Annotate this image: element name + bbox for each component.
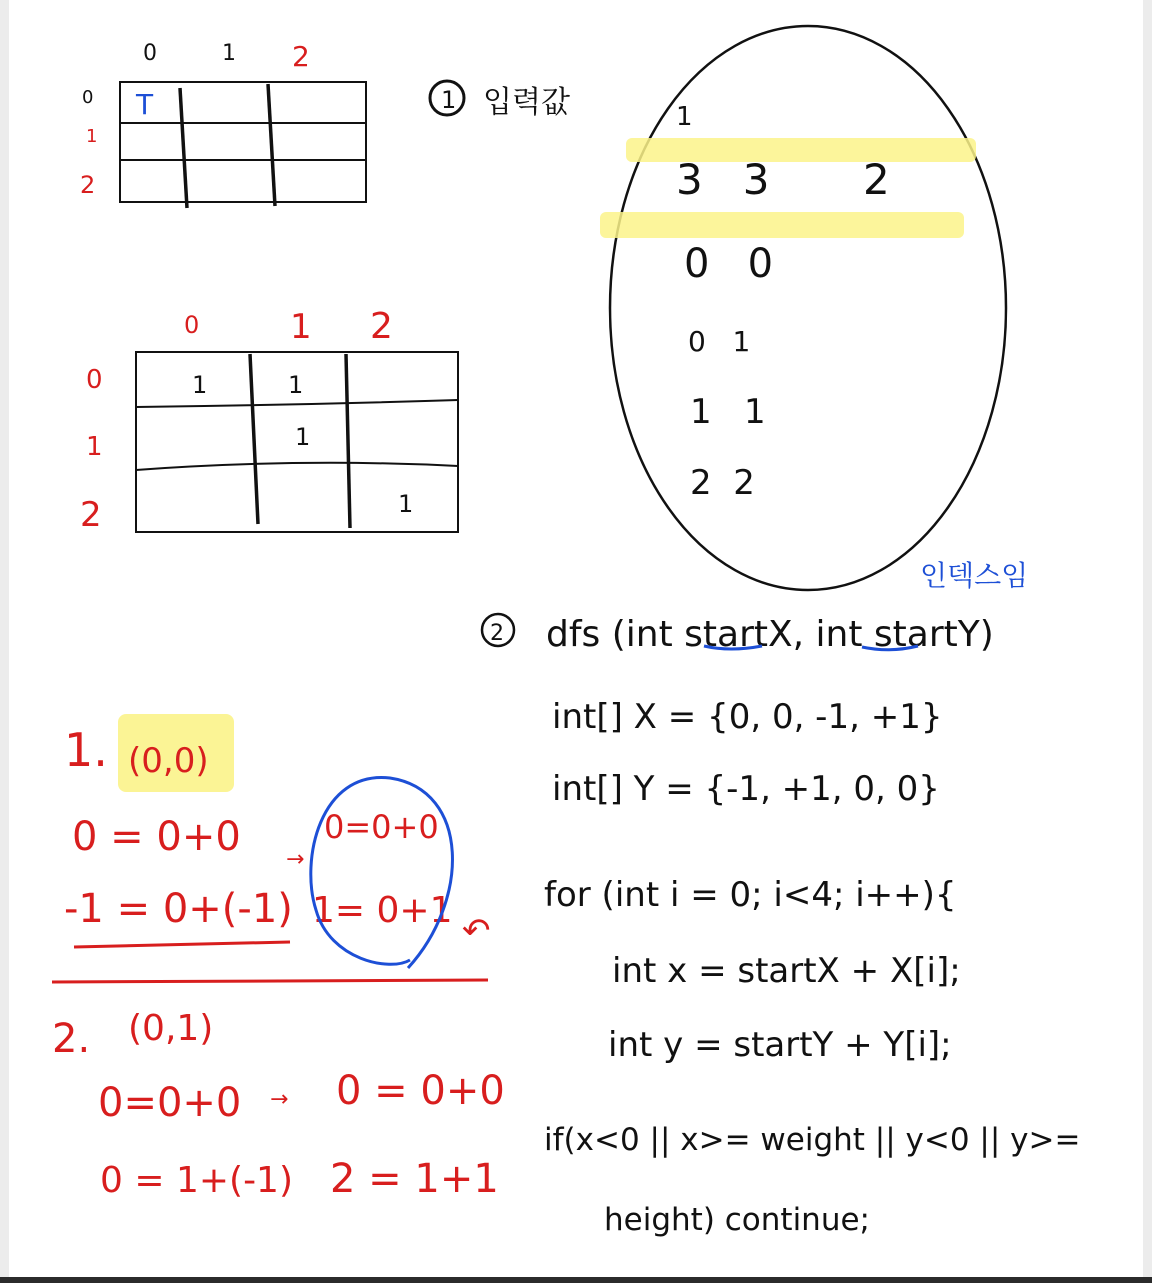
input-line: 2 2 — [690, 463, 755, 503]
grid2-cell-value: 1 — [288, 371, 304, 399]
grid-2 — [80, 306, 458, 535]
step2-equation: 0 = 1+(-1) — [100, 1160, 294, 1201]
step2-equation: 0=0+0 — [98, 1080, 242, 1126]
grid1-col-divider — [268, 84, 275, 206]
grid2-cell-value: 1 — [398, 490, 414, 518]
grid2-cell-value: 1 — [192, 371, 208, 399]
section-2-code — [470, 614, 1080, 1238]
input-line: 1 — [676, 102, 693, 132]
svg-text:1: 1 — [441, 86, 457, 114]
grid1-row-header: 2 — [80, 171, 96, 199]
step1-result: 1= 0+1 — [312, 890, 453, 931]
input-line: 0 0 — [684, 241, 774, 287]
grid1-col-header: 0 — [143, 41, 157, 66]
step1-result: 0=0+0 — [324, 808, 439, 846]
worked-example — [52, 714, 505, 1202]
step1-label: 1. — [64, 723, 108, 777]
grid1-border — [120, 82, 366, 202]
grid2-row-divider — [136, 463, 458, 470]
svg-text:2: 2 — [490, 621, 504, 646]
underline-stroke — [74, 942, 290, 947]
section1-label: 입력값 — [483, 85, 570, 120]
input-line: 1 1 — [690, 392, 766, 432]
grid1-cell-mark: T — [136, 88, 154, 121]
grid2-row-header: 1 — [86, 432, 103, 462]
step2-result: 2 = 1+1 — [330, 1156, 499, 1202]
bottom-frame-border — [0, 1277, 1152, 1283]
code-line: for (int i = 0; i<4; i++){ — [544, 875, 957, 915]
step1-equation: -1 = 0+(-1) — [64, 886, 293, 932]
grid-1 — [80, 40, 366, 208]
step1-equation: 0 = 0+0 — [72, 814, 241, 860]
grid2-cell-value: 1 — [295, 423, 311, 451]
arrow: → — [270, 1087, 289, 1112]
input-ellipse — [610, 26, 1006, 590]
grid2-col-header: 2 — [370, 306, 393, 347]
grid1-row-header: 1 — [86, 126, 98, 147]
grid2-col-header: 0 — [184, 311, 200, 339]
highlight-circle — [311, 778, 453, 968]
input-line: 3 3 2 — [676, 155, 890, 204]
step2-point: (0,1) — [128, 1008, 214, 1049]
step2-label: 2. — [52, 1016, 91, 1062]
code-line: dfs (int startX, int startY) — [546, 614, 994, 655]
grid1-row-header: 0 — [82, 87, 94, 108]
arrow: → — [286, 847, 305, 872]
grid1-col-header: 1 — [222, 41, 236, 66]
code-line: int[] Y = {-1, +1, 0, 0} — [552, 769, 940, 809]
grid2-col-divider — [346, 354, 350, 528]
code-line: int y = startY + Y[i]; — [608, 1025, 952, 1065]
code-line: if(x<0 || x>= weight || y<0 || y>= — [544, 1122, 1081, 1158]
grid2-col-divider — [250, 354, 258, 524]
grid2-row-header: 2 — [80, 495, 102, 535]
input-line: 0 1 — [688, 325, 751, 358]
step2-result: 0 = 0+0 — [336, 1068, 505, 1114]
index-note: 인덱스임 — [920, 559, 1029, 592]
code-line: height) continue; — [604, 1202, 870, 1238]
grid1-col-header: 2 — [292, 40, 310, 73]
grid1-col-divider — [180, 88, 187, 208]
separator-line — [52, 980, 488, 982]
step1-point: (0,0) — [128, 741, 209, 781]
highlight-bar — [600, 212, 964, 238]
grid2-col-header: 1 — [290, 307, 312, 347]
code-line: int[] X = {0, 0, -1, +1} — [552, 697, 943, 737]
section-1-input — [430, 26, 1028, 592]
back-arrow: ↶ — [462, 911, 491, 951]
code-line: int x = startX + X[i]; — [612, 951, 961, 991]
grid2-row-divider — [136, 400, 458, 407]
grid2-row-header: 0 — [86, 365, 103, 395]
